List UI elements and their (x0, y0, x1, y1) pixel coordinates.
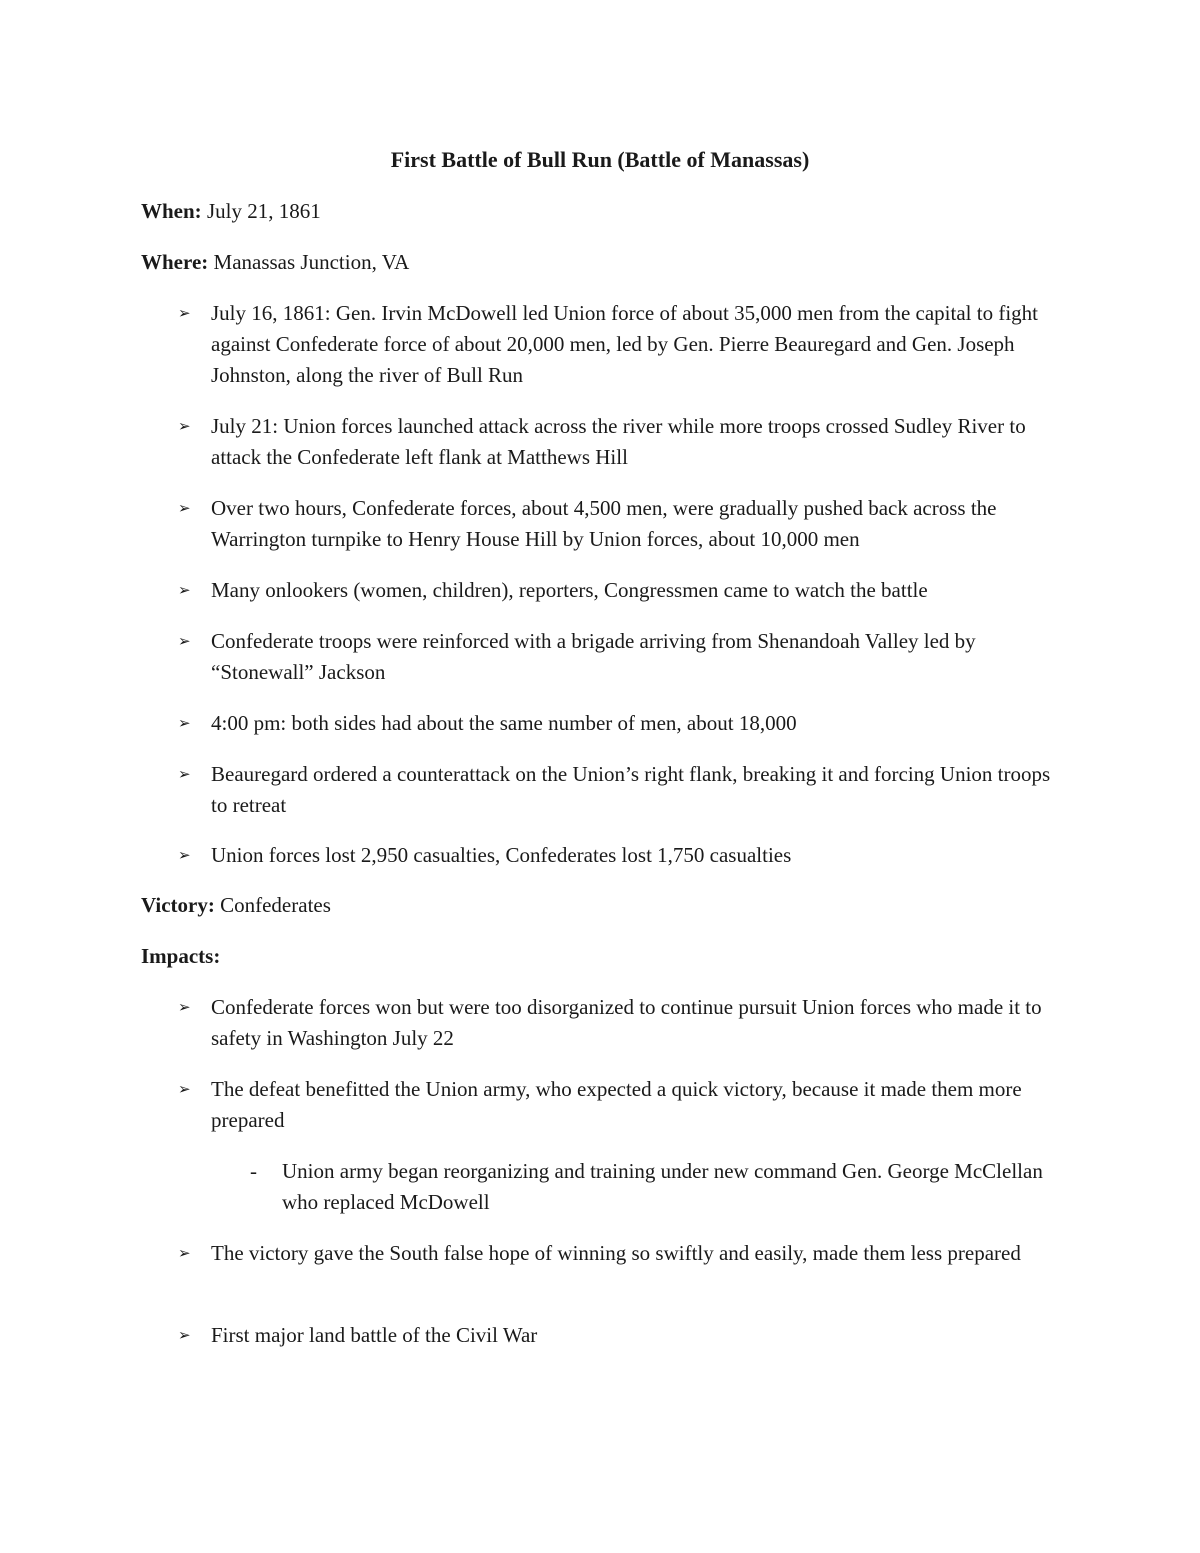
bullet-arrow-icon: ➢ (178, 1326, 191, 1344)
impact-sub-item: Union army began reorganizing and training under new command Gen. George McClellan who replaced McDowell (282, 1159, 1043, 1214)
document-title: First Battle of Bull Run (Battle of Manassas) (390, 147, 810, 172)
event-item: July 16, 1861: Gen. Irvin McDowell led Union force of about 35,000 men from the capital to fight against Confederate force of about 20,000 men, led by Gen. Pierre Beauregard and Gen. Joseph Johnston, along the river of Bull Run (211, 301, 1038, 387)
bullet-arrow-icon: ➢ (178, 714, 191, 732)
event-item: Over two hours, Confederate forces, about 4,500 men, were gradually pushed back across the Warrington turnpike to Henry House Hill by Union forces, about 10,000 men (211, 496, 997, 551)
event-item: Confederate troops were reinforced with a brigade arriving from Shenandoah Valley led by “Stonewall” Jackson (211, 629, 976, 684)
impact-item: The defeat benefitted the Union army, who expected a quick victory, because it made them more prepared (211, 1077, 1022, 1132)
bullet-arrow-icon: ➢ (178, 581, 191, 599)
bullet-arrow-icon: ➢ (178, 304, 191, 322)
bullet-arrow-icon: ➢ (178, 998, 191, 1016)
event-item: July 21: Union forces launched attack across the river while more troops crossed Sudley River to attack the Confederate left flank at Matthews Hill (211, 414, 1026, 469)
event-item: Union forces lost 2,950 casualties, Confederates lost 1,750 casualties (211, 843, 792, 867)
where-value: Manassas Junction, VA (213, 250, 410, 274)
bullet-arrow-icon: ➢ (178, 846, 191, 864)
bullet-arrow-icon: ➢ (178, 1244, 191, 1262)
bullet-arrow-icon: ➢ (178, 632, 191, 650)
victory-field (141, 890, 1061, 921)
event-item: Beauregard ordered a counterattack on the Union’s right flank, breaking it and forcing Union troops to retreat (211, 762, 1051, 817)
event-item: 4:00 pm: both sides had about the same number of men, about 18,000 (211, 711, 797, 735)
impacts-label: Impacts: (141, 944, 221, 968)
victory-value: Confederates (220, 893, 331, 917)
event-item: Many onlookers (women, children), reporters, Congressmen came to watch the battle (211, 578, 928, 602)
impacts-heading (141, 941, 1061, 972)
when-field (141, 196, 1061, 227)
where-field (141, 247, 1061, 278)
impact-item: Confederate forces won but were too disorganized to continue pursuit Union forces who made it to safety in Washington July 22 (211, 995, 1042, 1050)
victory-label: Victory: (141, 893, 215, 917)
bullet-arrow-icon: ➢ (178, 499, 191, 517)
dash-bullet-icon: - (250, 1159, 257, 1183)
bullet-arrow-icon: ➢ (178, 765, 191, 783)
when-value: July 21, 1861 (206, 199, 321, 223)
impact-item: The victory gave the South false hope of winning so swiftly and easily, made them less prepared (211, 1241, 1021, 1265)
bullet-arrow-icon: ➢ (178, 417, 191, 435)
bullet-arrow-icon: ➢ (178, 1080, 191, 1098)
when-label: When: (141, 199, 202, 223)
where-label: Where: (141, 250, 209, 274)
impact-item: First major land battle of the Civil War (211, 1323, 538, 1347)
